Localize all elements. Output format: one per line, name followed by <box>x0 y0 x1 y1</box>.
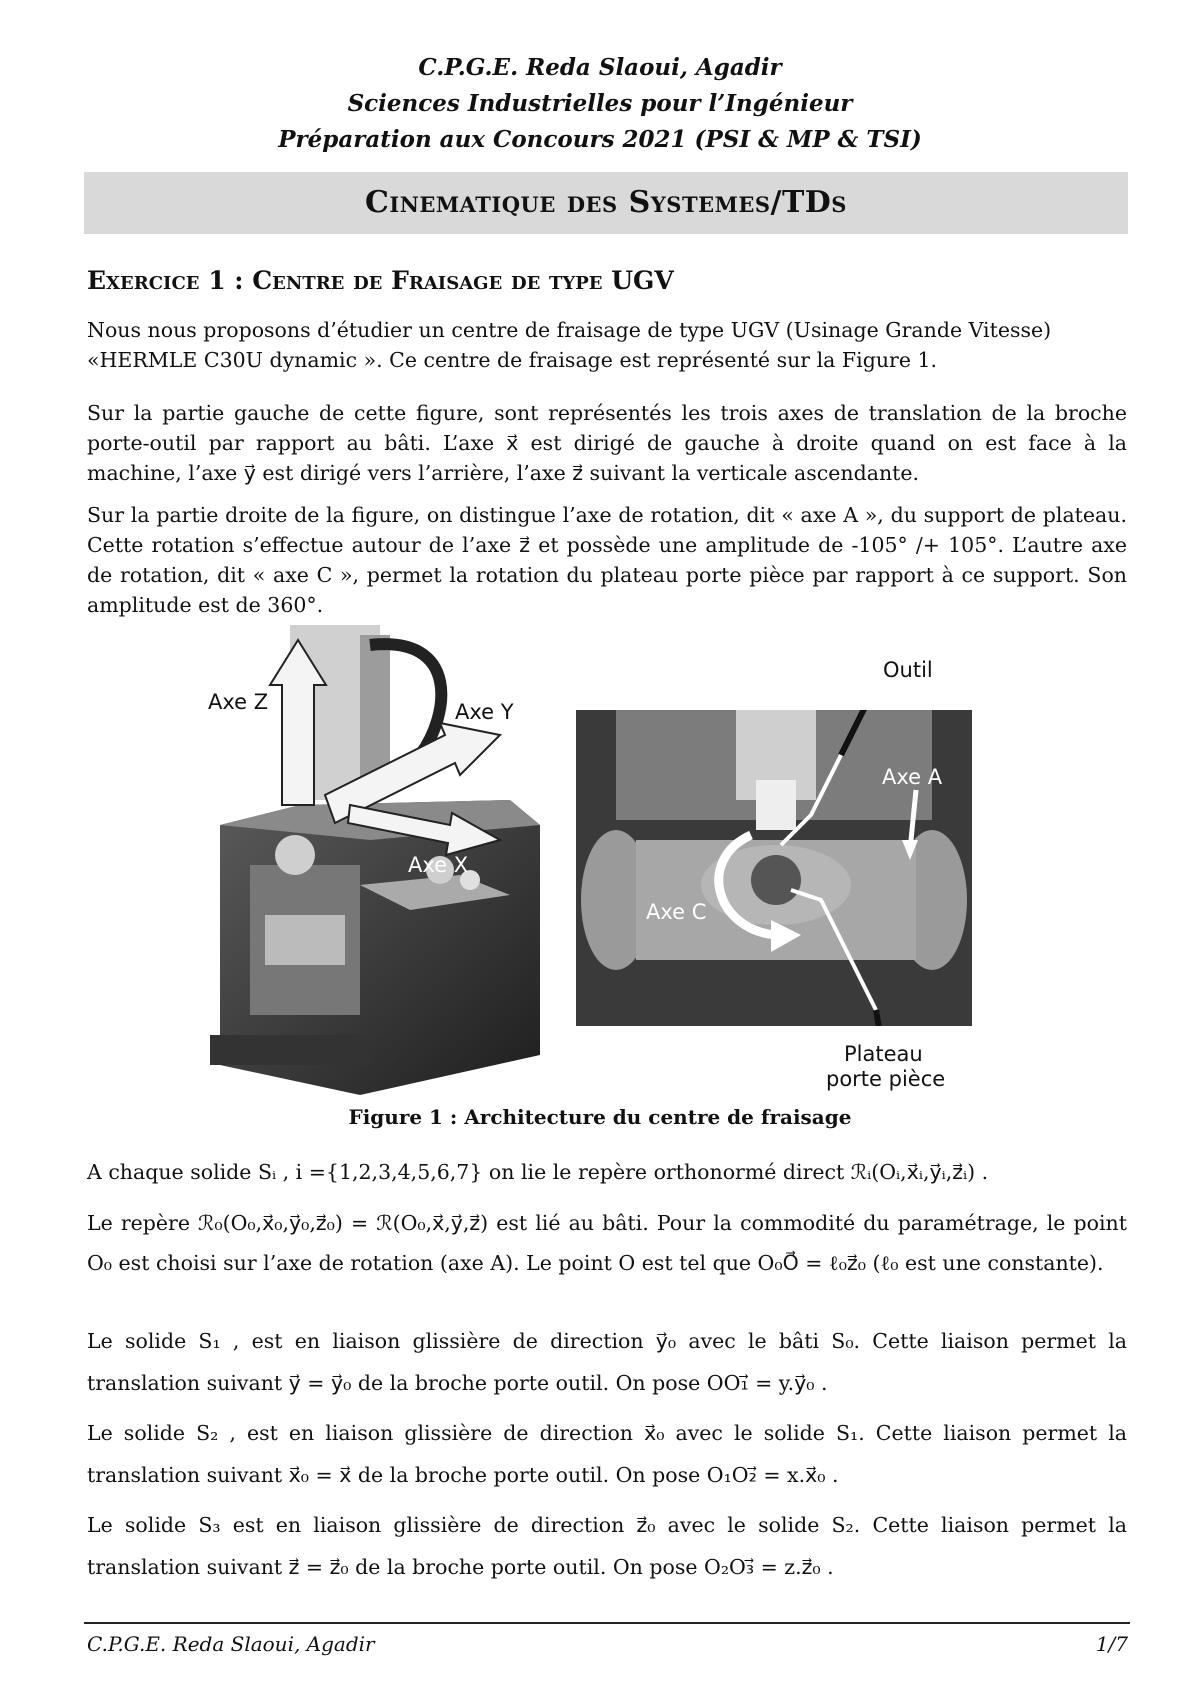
intro-text: Nous nous proposons d’étudier un centre de fraisage de type UGV (Usinage Grande Vitesse) «HERMLE C30U dynamic ». Ce centre de fraisage est représenté sur la Figure 1. <box>87 318 1052 372</box>
rotary-table-illustration <box>576 710 972 1026</box>
paragraph-solide-1 <box>87 1320 1127 1404</box>
machine-figure <box>210 625 550 1095</box>
label-outil: Outil <box>883 658 933 682</box>
paragraph-solide-2 <box>87 1412 1127 1496</box>
exercise-title: Exercice 1 : Centre de Fraisage de type UGV <box>87 266 674 295</box>
paragraph-repere-bati <box>87 1203 1127 1283</box>
label-axe-x: Axe X <box>408 853 469 877</box>
repere-bati-text: Le repère ℛ₀(O₀,x⃗₀,y⃗₀,z⃗₀) = ℛ(O₀,x⃗,y⃗,z⃗) est lié au bâti. Pour la commodité du paramétrage, le point O₀ est choisi sur l’axe de rotation (axe A). Le point O est tel que O₀O⃗ = ℓ₀z⃗₀ (ℓ₀ est une constante). <box>87 1211 1127 1275</box>
footer-divider <box>84 1622 1130 1624</box>
intro-paragraph <box>87 315 1127 375</box>
figure-caption: Figure 1 : Architecture du centre de fraisage <box>348 1105 852 1129</box>
repere-solides-text: A chaque solide Sᵢ , i ={1,2,3,4,5,6,7} on lie le repère orthonormé direct ℛᵢ(Oᵢ,x⃗ᵢ,y⃗ᵢ,z⃗ᵢ) . <box>87 1160 989 1184</box>
page-number: 1/7 <box>1095 1632 1128 1656</box>
label-axe-c: Axe C <box>646 900 707 924</box>
paragraph-rotation <box>87 500 1127 620</box>
footer-school: C.P.G.E. Reda Slaoui, Agadir <box>87 1632 375 1656</box>
paragraph-solide-3 <box>87 1504 1127 1588</box>
paragraph-repere-solides <box>87 1157 1127 1187</box>
header-subject: Sciences Industrielles pour l’Ingénieur <box>347 90 853 117</box>
rotation-text: Sur la partie droite de la figure, on distingue l’axe de rotation, dit « axe A », du support de plateau. Cette rotation s’effectue autour de l’axe z⃗ et possède une amplitude de -105° /+ 105°. L’autre axe de rotation, dit « axe C », permet la rotation du plateau porte pièce par rapport à ce support. Son amplitude est de 360°. <box>87 503 1127 617</box>
solide-1-text: Le solide S₁ , est en liaison glissière de direction y⃗₀ avec le bâti S₀. Cette liaison permet la translation suivant y⃗ = y⃗₀ de la broche porte outil. On pose OO₁⃗ = y.y⃗₀ . <box>87 1329 1127 1395</box>
axes-text: Sur la partie gauche de cette figure, sont représentés les trois axes de translation de la broche porte-outil par rapport au bâti. L’axe x⃗ est dirigé de gauche à droite quand on est face à la machine, l’axe y⃗ est dirigé vers l’arrière, l’axe z⃗ suivant la verticale ascendante. <box>87 401 1127 485</box>
solide-3-text: Le solide S₃ est en liaison glissière de direction z⃗₀ avec le solide S₂. Cette liaison permet la translation suivant z⃗ = z⃗₀ de la broche porte outil. On pose O₂O₃⃗ = z.z⃗₀ . <box>87 1513 1127 1579</box>
label-porte-piece: porte pièce <box>826 1067 946 1091</box>
rotary-table-figure <box>576 658 972 1091</box>
header <box>0 50 1200 158</box>
header-school: C.P.G.E. Reda Slaoui, Agadir <box>418 54 782 81</box>
label-axe-y: Axe Y <box>455 700 514 724</box>
paragraph-axes <box>87 398 1127 488</box>
solide-2-text: Le solide S₂ , est en liaison glissière de direction x⃗₀ avec le solide S₁. Cette liaison permet la translation suivant x⃗₀ = x⃗ de la broche porte outil. On pose O₁O₂⃗ = x.x⃗₀ . <box>87 1421 1127 1487</box>
page-title: Cinematique des Systemes/TDs <box>84 172 1128 234</box>
header-prep: Préparation aux Concours 2021 (PSI & MP & TSI) <box>278 126 922 153</box>
label-axe-a: Axe A <box>882 765 943 789</box>
label-plateau: Plateau <box>844 1042 923 1066</box>
label-axe-z: Axe Z <box>208 690 269 714</box>
